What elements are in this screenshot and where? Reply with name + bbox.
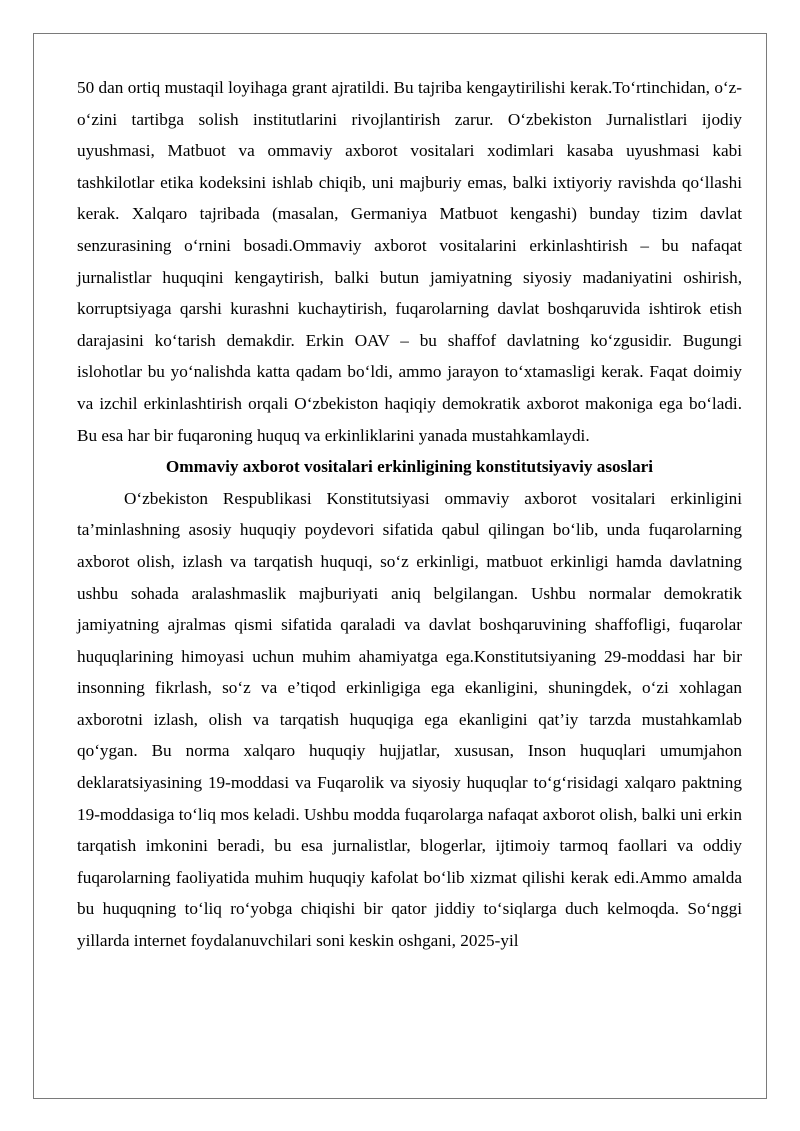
- body-paragraph: O‘zbekiston Respublikasi Konstitutsiyasi ommaviy axborot vositalari erkinligini ta’minlashning asosiy huquqiy poydevori sifatida qabul qilingan bo‘lib, unda fuqarolarning axborot olish, izlash va tarqatish huquqi, so‘z erkinligi, matbuot erkinligi hamda davlatning ushbu sohada aralashmaslik majburiyati aniq belgilangan. Ushbu normalar demokratik jamiyatning ajralmas qismi sifatida qaraladi va davlat boshqaruvining shaffofligi, fuqarolar huquqlarining himoyasi uchun muhim ahamiyatga ega.Konstitutsiyaning 29-moddasi har bir insonning fikrlash, so‘z va e’tiqod erkinligiga ega ekanligini, shuningdek, o‘zi xohlagan axborotni izlash, olish va tarqatish huquqiga ega ekanligini qat’iy tarzda mustahkamlab qo‘ygan. Bu norma xalqaro huquqiy hujjatlar, xususan, Inson huquqlari umumjahon deklaratsiyasining 19-moddasi va Fuqarolik va siyosiy huquqlar to‘g‘risidagi xalqaro paktning 19-moddasiga to‘liq mos keladi. Ushbu modda fuqarolarga nafaqat axborot olish, balki uni erkin tarqatish imkonini beradi, bu esa jurnalistlar, blogerlar, ijtimoiy tarmoq faollari va oddiy fuqarolarning faoliyatida muhim huquqiy kafolat bo‘lib xizmat qilishi kerak edi.Ammo amalda bu huquqning to‘liq ro‘yobga chiqishi bir qator jiddiy to‘siqlarga duch kelmoqda. So‘nggi yillarda internet foydalanuvchilari soni keskin oshgani, 2025-yil: [77, 488, 742, 951]
- body-paragraph-continued: 50 dan ortiq mustaqil loyihaga grant ajratildi. Bu tajriba kengaytirilishi kerak.To‘rtinchidan, o‘z-o‘zini tartibga solish institutlarini rivojlantirish zarur. O‘zbekiston Jurnalistlari ijodiy uyushmasi, Matbuot va ommaviy axborot vositalari xodimlari kasaba uyushmasi kabi tashkilotlar etika kodeksini ishlab chiqib, uni majburiy emas, balki ixtiyoriy ravishda qo‘llashi kerak. Xalqaro tajribada (masalan, Germaniya Matbuot kengashi) bunday tizim davlat senzurasining o‘rnini bosadi.Ommaviy axborot vositalarini erkinlashtirish – bu nafaqat jurnalistlar huquqini kengaytirish, balki butun jamiyatning siyosiy madaniyatini oshirish, korruptsiyaga qarshi kurashni kuchaytirish, fuqarolarning davlat boshqaruvida ishtirok etish darajasini ko‘tarish demakdir. Erkin OAV – bu shaffof davlatning ko‘zgusidir. Bugungi islohotlar bu yo‘nalishda katta qadam bo‘ldi, ammo jarayon to‘xtamasligi kerak. Faqat doimiy va izchil erkinlashtirish orqali O‘zbekiston haqiqiy demokratik axborot makoniga ega bo‘ladi. Bu esa har bir fuqaroning huquq va erkinliklarini yanada mustahkamlaydi.: [77, 78, 742, 445]
- section-heading: Ommaviy axborot vositalari erkinligining konstitutsiyaviy asoslari: [165, 457, 654, 477]
- document-body: [77, 72, 742, 957]
